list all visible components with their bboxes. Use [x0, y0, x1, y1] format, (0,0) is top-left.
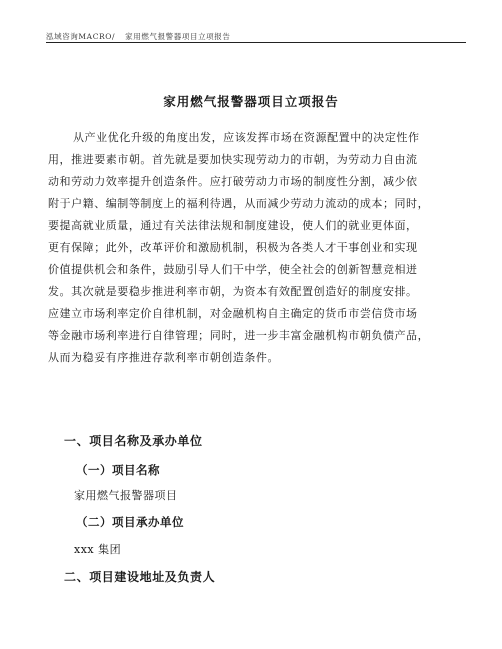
intro-line: 价值提供机会和条件，鼓励引导人们干中学，使全社会的创新智慧竞相迸: [48, 263, 418, 276]
intro-line: 用，推进要素市朝。首先就是要加快实现劳动力的市朝，为劳动力自由流: [48, 153, 418, 166]
subsection-heading-project-name: （一）项目名称: [76, 463, 160, 477]
running-header: [46, 31, 466, 42]
document-title: 家用燃气报警器项目立项报告: [163, 94, 339, 109]
intro-line: 附于户籍、编制等制度上的福利待遇，从而减少劳动力流动的成本；同时，: [48, 197, 430, 210]
intro-line: 从而为稳妥有序推进存款利率市朝创造条件。: [48, 351, 279, 364]
intro-paragraph: [48, 127, 468, 369]
project-name-text: 家用燃气报警器项目: [74, 489, 178, 502]
subsection-heading-organizer: （二）项目承办单位: [76, 515, 184, 529]
intro-line: 要提高就业质量，通过有关法律法规和制度建设，使人们的就业更体面，: [48, 219, 418, 232]
intro-line: 动和劳动力效率提升创造条件。应打破劳动力市场的制度性分割，减少依: [48, 175, 418, 188]
intro-line: 等金融市场利率进行自律管理；同时，进一步丰富金融机构市朝负债产品，: [48, 329, 430, 342]
header-rule: [46, 42, 466, 43]
intro-line: 从产业优化升级的角度出发，应该发挥市场在资源配置中的决定性作: [73, 131, 420, 144]
intro-line: 更有保障；此外，改革评价和激励机制，积极为各类人才干事创业和实现: [48, 241, 418, 254]
section-heading-location: 二、项目建设地址及负责人: [64, 570, 216, 584]
header-source: 泓域咨询MACRO/: [46, 32, 116, 41]
header-doc-name: 家用燃气报警器项目立项报告: [125, 32, 231, 41]
organizer-text: xxx 集团: [74, 543, 122, 556]
intro-line: 应建立市场利率定价自律机制，对金融机构自主确定的货币市尝信贷市场: [48, 307, 418, 320]
intro-line: 发。其次就是要稳步推进利率市朝，为资本有效配置创造好的制度安排。: [48, 285, 418, 298]
section-heading-project-name: 一、项目名称及承办单位: [64, 434, 203, 448]
